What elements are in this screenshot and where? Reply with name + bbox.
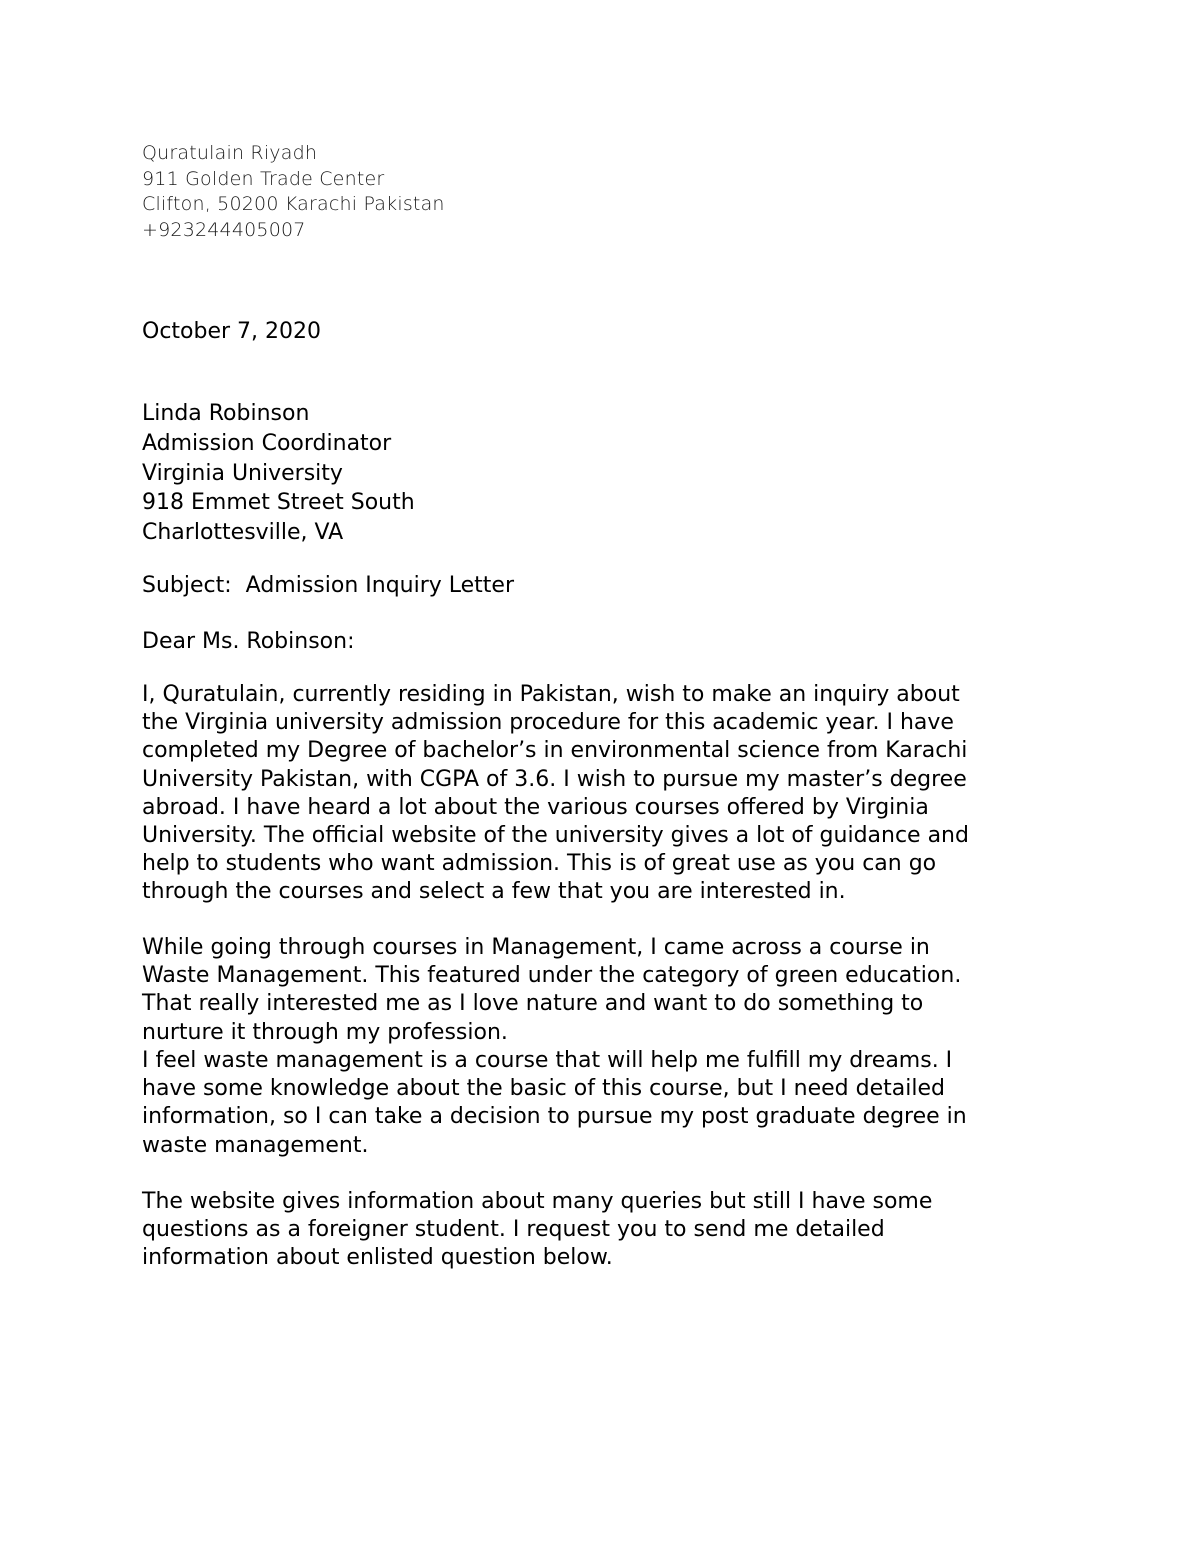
paragraph-line: help to students who want admission. This is of great use as you can go [142,851,937,877]
paragraph-line: the Virginia university admission procedure for this academic year. I have [142,710,954,736]
paragraph-line: information about enlisted question below. [142,1245,613,1271]
paragraph-line: That really interested me as I love nature and want to do something to [142,991,924,1017]
body-paragraph-3 [142,1047,1047,1160]
body-paragraph-2 [142,934,1047,1047]
salutation: Dear Ms. Robinson: [142,629,355,654]
body-paragraph-1 [142,681,1047,907]
paragraph-line: abroad. I have heard a lot about the various courses offered by Virginia [142,794,929,820]
subject-line [142,571,514,601]
paragraph-line: Waste Management. This featured under the category of green education. [142,963,962,989]
paragraph-line: While going through courses in Management, I came across a course in [142,935,930,960]
paragraph-line: waste management. [142,1132,369,1158]
recipient-block [142,399,415,548]
body-paragraph-4 [142,1188,1047,1273]
letter-date: October 7, 2020 [142,319,322,344]
paragraph-line: through the courses and select a few that you are interested in. [142,879,846,905]
paragraph-line: I feel waste management is a course that will help me fulfill my dreams. I [142,1048,953,1073]
paragraph-line: University Pakistan, with CGPA of 3.6. I wish to pursue my master’s degree [142,766,967,792]
paragraph-line: have some knowledge about the basic of this course, but I need detailed [142,1076,945,1102]
recipient-title: Admission Coordinator [142,430,392,456]
paragraph-line: nurture it through my profession. [142,1019,508,1045]
paragraph-line: I, Quratulain, currently residing in Pakistan, wish to make an inquiry about [142,682,960,707]
paragraph-line: completed my Degree of bachelor’s in environmental science from Karachi [142,738,968,764]
paragraph-line: The website gives information about many queries but still I have some [142,1189,933,1214]
sender-block [142,141,445,243]
subject-text: Admission Inquiry Letter [245,573,515,598]
recipient-name: Linda Robinson [142,401,310,426]
sender-address-line2: Clifton, 50200 Karachi Pakistan [142,193,445,215]
paragraph-line: questions as a foreigner student. I request you to send me detailed [142,1217,885,1243]
sender-name: Quratulain Riyadh [142,142,318,164]
sender-phone: +923244405007 [142,218,306,241]
sender-address-line1: 911 Golden Trade Center [142,167,385,190]
subject-label: Subject: [142,573,232,598]
paragraph-line: information, so I can take a decision to pursue my post graduate degree in [142,1104,967,1130]
recipient-city: Charlottesville, VA [142,520,344,546]
recipient-organization: Virginia University [142,460,343,486]
paragraph-line: University. The official website of the university gives a lot of guidance and [142,823,969,849]
recipient-street: 918 Emmet Street South [142,490,415,516]
